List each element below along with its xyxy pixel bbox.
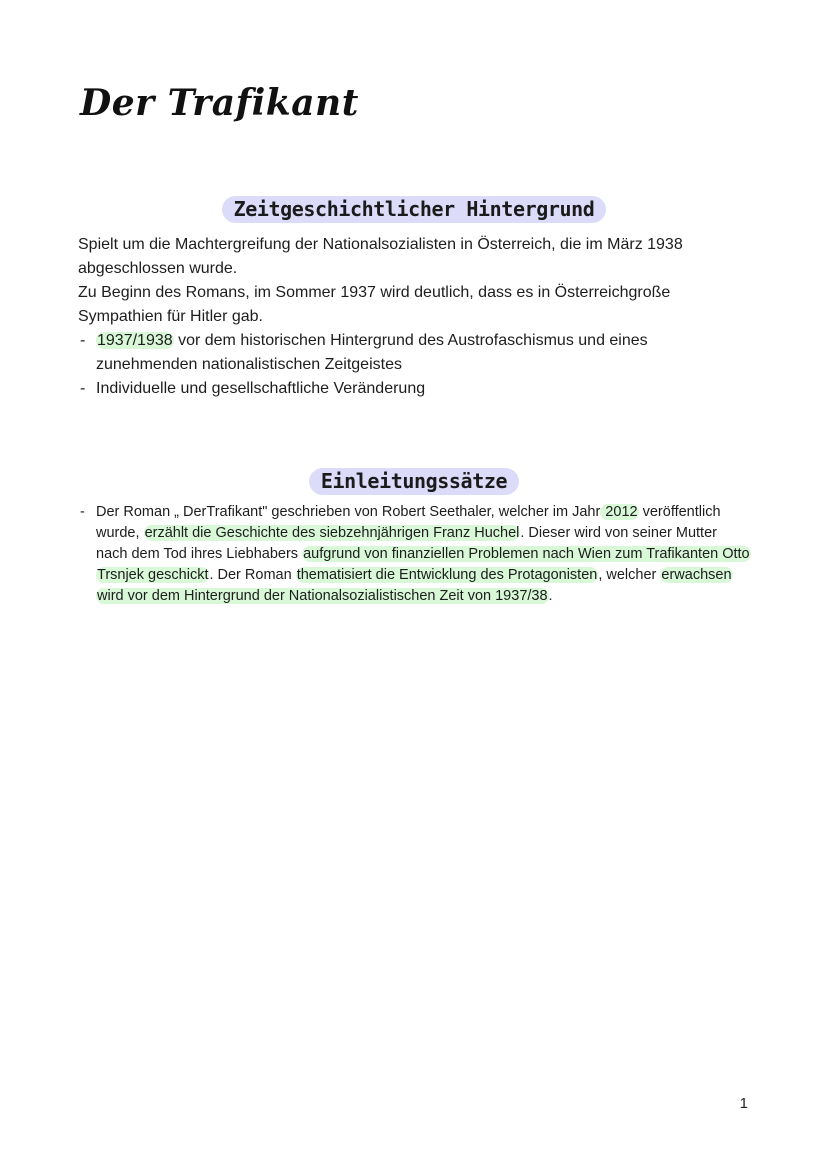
paragraph: Zu Beginn des Romans, im Sommer 1937 wird deutlich, dass es in Österreichgroße Sympathien für Hitler gab. [78, 284, 671, 325]
paragraph: Spielt um die Machtergreifung der Nationalsozialisten in Österreich, die im März 1938 abgeschlossen wurde. [78, 236, 683, 277]
list-item-text: . Dieser wird von seiner Mutter nach dem Tod ihres Liebhabers [96, 525, 717, 562]
bullet-list [78, 502, 750, 607]
list-item-text: . [548, 588, 553, 604]
page-number: 1 [739, 1095, 748, 1112]
list-item-text: Individuelle und gesellschaftliche Veränderung [96, 380, 426, 397]
section-heading-historical-background: Zeitgeschichtlicher Hintergrund [222, 196, 607, 223]
list-item-text: , welcher [598, 567, 661, 583]
section-heading-container [0, 196, 828, 223]
list-item-text: . Der Roman [209, 567, 296, 583]
highlighted-text: aufgrund von finanziellen Problemen nach Wien zum Trafikanten Otto Trsnjek geschickt [97, 546, 750, 583]
highlighted-text: erzählt die Geschichte des siebzehnjährigen Franz Huchel [144, 525, 520, 541]
page-title: Der Trafikant [80, 82, 359, 124]
list-item [78, 377, 743, 401]
section-introduction-body [78, 502, 750, 607]
list-item-text: veröffentlich wurde, [96, 504, 721, 541]
highlighted-text: erwachsen wird vor dem Hintergrund der Nationalsozialistischen Zeit von 1937/38 [97, 567, 732, 604]
highlighted-text: 2012 [601, 504, 638, 520]
highlighted-text: thematisiert die Entwicklung des Protagonisten [296, 567, 598, 583]
highlighted-text: 1937/1938 [97, 332, 173, 349]
section-heading-container [0, 468, 828, 495]
list-item-text: vor dem historischen Hintergrund des Austrofaschismus und eines zunehmenden nationalistischen Zeitgeistes [96, 332, 648, 373]
list-item [78, 502, 750, 607]
section-historical-background-body [78, 233, 743, 401]
list-item [78, 329, 743, 377]
bullet-list [78, 329, 743, 401]
list-item-text: Der Roman „ DerTrafikant" geschrieben von Robert Seethaler, welcher im Jahr [96, 504, 601, 520]
section-heading-introduction: Einleitungssätze [309, 468, 519, 495]
